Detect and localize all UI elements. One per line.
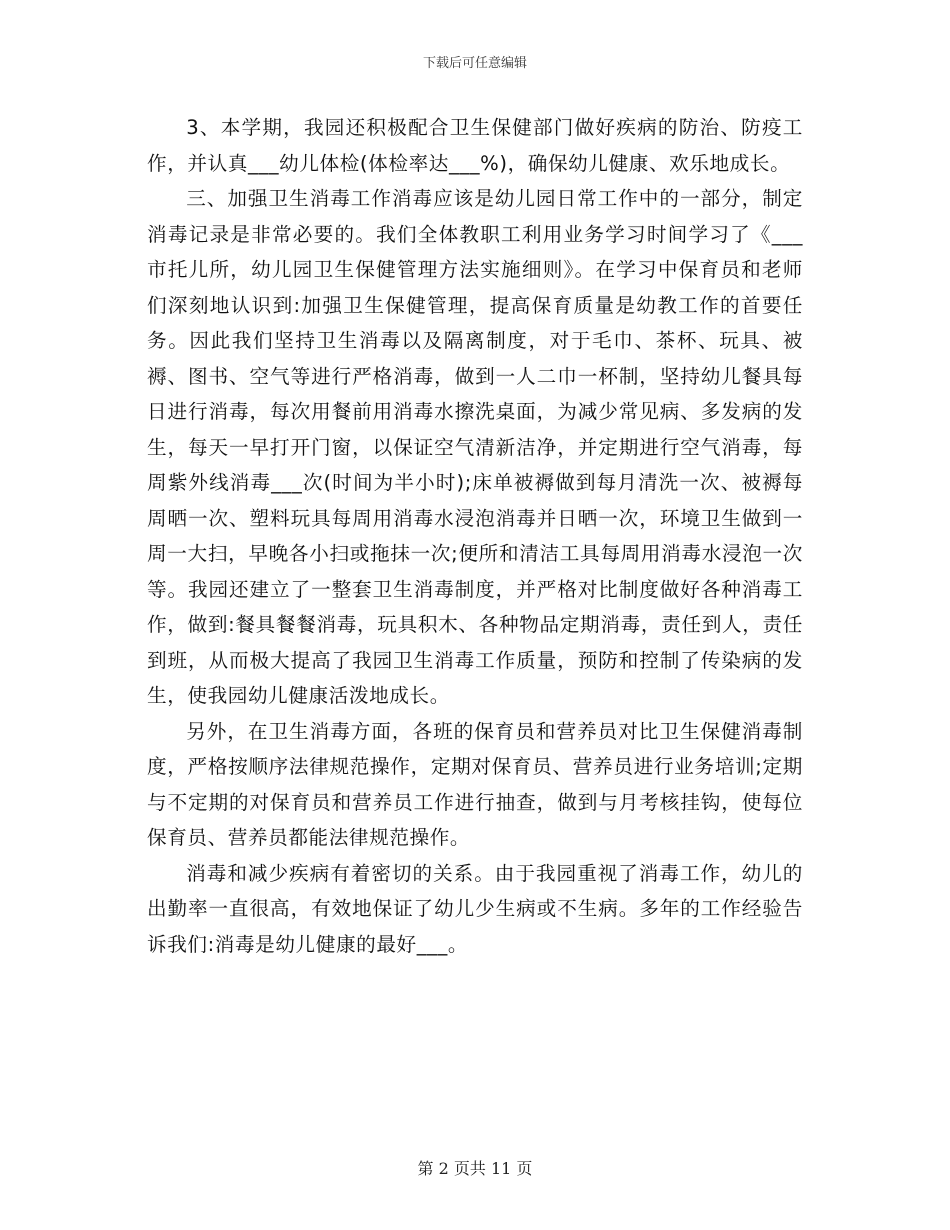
paragraph-checkup: 3、本学期，我园还积极配合卫生保健部门做好疾病的防治、防疫工作，并认真___幼儿体检(体检率达___%)，确保幼儿健康、欢乐地成长。 [147, 116, 803, 175]
document-body [147, 110, 803, 962]
paragraph-conclusion: 消毒和减少疾病有着密切的关系。由于我园重视了消毒工作，幼儿的出勤率一直很高，有效地保证了幼儿少生病或不生病。多年的工作经验告诉我们:消毒是幼儿健康的最好___。 [147, 861, 803, 956]
page-number: 第 2 页共 11 页 [417, 1159, 533, 1178]
paragraph-additional: 另外，在卫生消毒方面，各班的保育员和营养员对比卫生保健消毒制度，严格按顺序法律规范操作，定期对保育员、营养员进行业务培训;定期与不定期的对保育员和营养员工作进行抽查，做到与月考核挂钩，使每位保育员、营养员都能法律规范操作。 [147, 719, 803, 849]
paragraph-disinfection: 三、加强卫生消毒工作消毒应该是幼儿园日常工作中的一部分，制定消毒记录是非常必要的。我们全体教职工利用业务学习时间学习了《___市托儿所，幼儿园卫生保健管理方法实施细则》。在学习中保育员和老师们深刻地认识到:加强卫生保健管理，提高保育质量是幼教工作的首要任务。因此我们坚持卫生消毒以及隔离制度，对于毛巾、茶杯、玩具、被褥、图书、空气等进行严格消毒，做到一人二巾一杯制，坚持幼儿餐具每日进行消毒，每次用餐前用消毒水擦洗桌面，为减少常见病、多发病的发生，每天一早打开门窗，以保证空气清新洁净，并定期进行空气消毒，每周紫外线消毒___次(时间为半小时);床单被褥做到每月清洗一次、被褥每周晒一次、塑料玩具每周用消毒水浸泡消毒并日晒一次，环境卫生做到一周一大扫，早晚各小扫或拖抹一次;便所和清洁工具每周用消毒水浸泡一次等。我园还建立了一整套卫生消毒制度，并严格对比制度做好各种消毒工作，做到:餐具餐餐消毒，玩具积木、各种物品定期消毒，责任到人，责任到班，从而极大提高了我园卫生消毒工作质量，预防和控制了传染病的发生，使我园幼儿健康活泼地成长。 [147, 187, 803, 707]
page-header: 下载后可任意编辑 [422, 56, 527, 71]
